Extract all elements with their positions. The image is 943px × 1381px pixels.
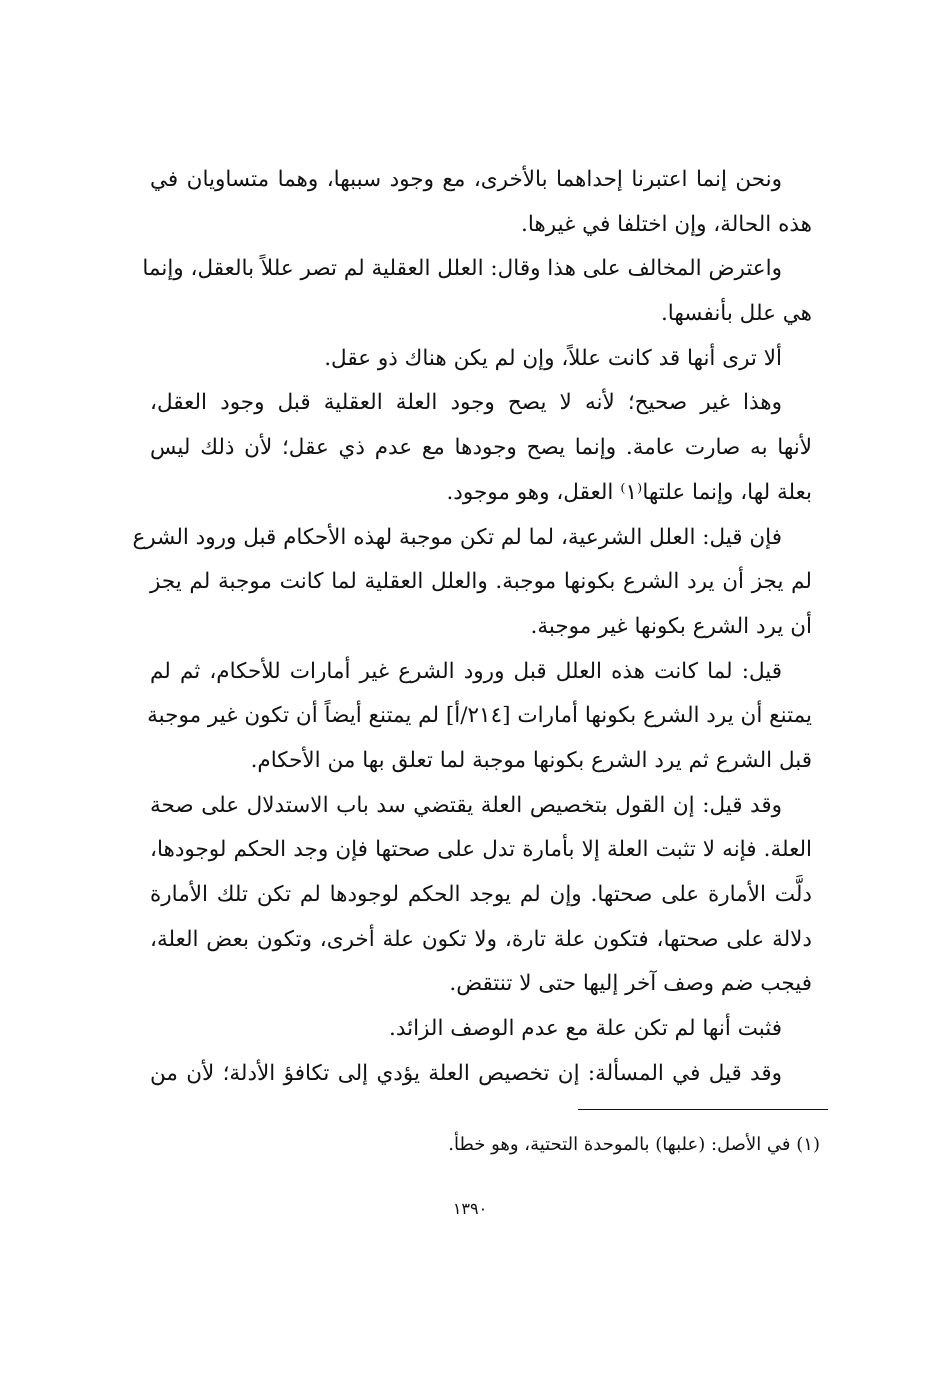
text-line: بعلة لها، وإنما علتها⁽١⁾ العقل، وهو موجود. bbox=[446, 479, 812, 505]
text-line: ألا ترى أنها قد كانت عللاً، وإن لم يكن هناك ذو عقل. bbox=[324, 345, 782, 371]
text-line: وقد قيل: إن القول بتخصيص العلة يقتضي سد باب الاستدلال على صحة bbox=[150, 792, 782, 818]
text-line: قبل الشرع ثم يرد الشرع بكونها موجبة لما تعلق بها من الأحكام. bbox=[250, 747, 812, 773]
footnote-separator bbox=[578, 1109, 828, 1110]
text-line: فيجب ضم وصف آخر إليها حتى لا تنتقض. bbox=[449, 971, 812, 997]
footnote: (١) في الأصل: (علبها) بالموحدة التحتية، وهو خطأ. bbox=[448, 1134, 820, 1155]
page-number: ١٣٩٠ bbox=[452, 1199, 488, 1218]
text-line: يمتنع أن يرد الشرع بكونها أمارات [٢١٤/أ] لم يمتنع أيضاً أن تكون غير موجبة bbox=[147, 703, 812, 729]
text-line: فإن قيل: العلل الشرعية، لما لم تكن موجبة لهذه الأحكام قبل ورود الشرع bbox=[132, 524, 782, 550]
text-line: العلة. فإنه لا تثبت العلة إلا بأمارة تدل على صحتها فإن وجد الحكم لوجودها، bbox=[150, 837, 812, 863]
text-line: أن يرد الشرع بكونها غير موجبة. bbox=[530, 613, 812, 639]
text-line: ونحن إنما اعتبرنا إحداهما بالأخرى، مع وجود سببها، وهما متساويان في bbox=[150, 167, 782, 192]
text-line: هي علل بأنفسها. bbox=[660, 301, 812, 327]
text-line: فثبت أنها لم تكن علة مع عدم الوصف الزائد. bbox=[388, 1016, 782, 1042]
text-line: لأنها به صارت عامة. وإنما يصح وجودها مع عدم ذي عقل؛ لأن ذلك ليس bbox=[150, 435, 812, 461]
text-line: دلَّت الأمارة على صحتها. وإن لم يوجد الحكم لوجودها لم تكن تلك الأمارة bbox=[150, 882, 812, 907]
text-line: وهذا غير صحيح؛ لأنه لا يصح وجود العلة العقلية قبل وجود العقل، bbox=[150, 390, 782, 416]
text-line: قيل: لما كانت هذه العلل قبل ورود الشرع غير أمارات للأحكام، ثم لم bbox=[150, 658, 782, 684]
text-line: لم يجز أن يرد الشرع بكونها موجبة. والعلل العقلية لما كانت موجبة لم يجز bbox=[150, 569, 812, 595]
text-line: واعترض المخالف على هذا وقال: العلل العقلية لم تصر عللاً بالعقل، وإنما bbox=[142, 256, 782, 282]
text-line: هذه الحالة، وإن اختلفا في غيرها. bbox=[521, 211, 812, 237]
text-line: دلالة على صحتها، فتكون علة تارة، ولا تكون علة أخرى، وتكون بعض العلة، bbox=[150, 926, 812, 952]
main-text bbox=[132, 158, 812, 1096]
text-line: وقد قيل في المسألة: إن تخصيص العلة يؤدي إلى تكافؤ الأدلة؛ لأن من bbox=[150, 1060, 782, 1086]
